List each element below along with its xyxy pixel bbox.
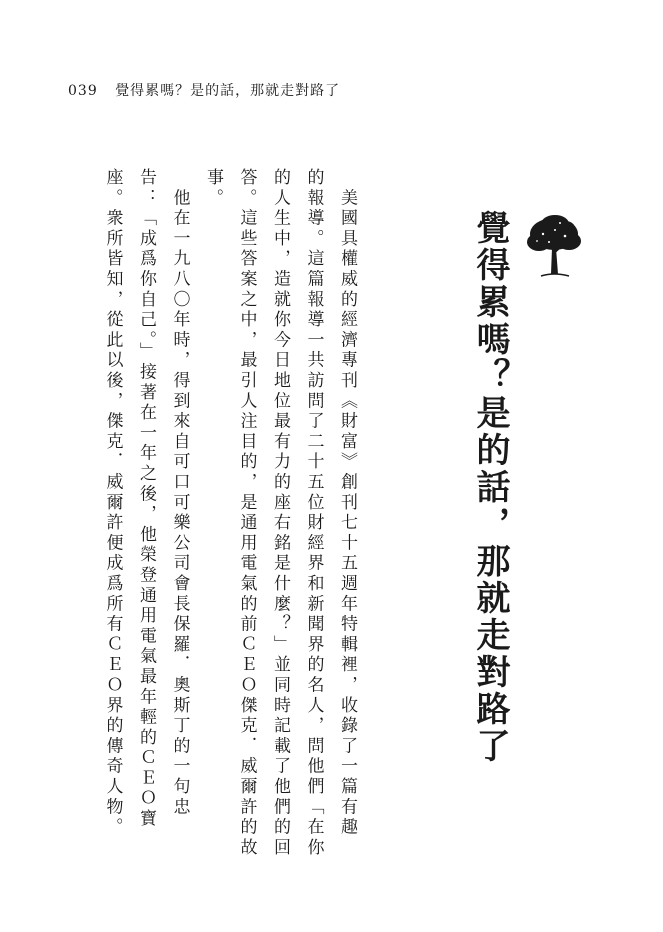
chapter-title: 覺得累嗎？是的話，那就走對路了 [470,210,510,765]
running-title: 覺得累嗎？是的話，那就走對路了 [115,83,341,99]
body-text [95,168,363,868]
text-line: 座。衆所皆知，從此以後，傑克．威爾許便成爲所有ＣＥＯ界的傳奇人物。 [102,168,123,838]
text-line: 告：「成爲你自己。」接著在一年之後，他榮登通用電氣最年輕的ＣＥＯ寶 [136,168,156,830]
text-line: 事。 [203,168,223,209]
running-header [68,80,340,100]
text-line: 美國具權威的經濟專刊《財富》創刊七十五週年特輯裡，收錄了一篇有趣 [337,168,357,838]
text-line: 的報導。這篇報導一共訪問了二十五位財經界和新聞界的名人，問他們「在你 [303,168,324,859]
page-number: 039 [68,83,98,99]
tree-icon [525,212,583,282]
text-line: 的人生中，造就你今日地位最有力的座右銘是什麼？」並同時記載了他們的回 [270,168,290,859]
text-line: 他在一九八〇年時，得到來自可口可樂公司會長保羅．奧斯丁的一句忠 [169,168,190,818]
text-line: 答。這些答案之中，最引人注目的，是通用電氣的前ＣＥＯ傑克．威爾許的故 [236,168,257,859]
